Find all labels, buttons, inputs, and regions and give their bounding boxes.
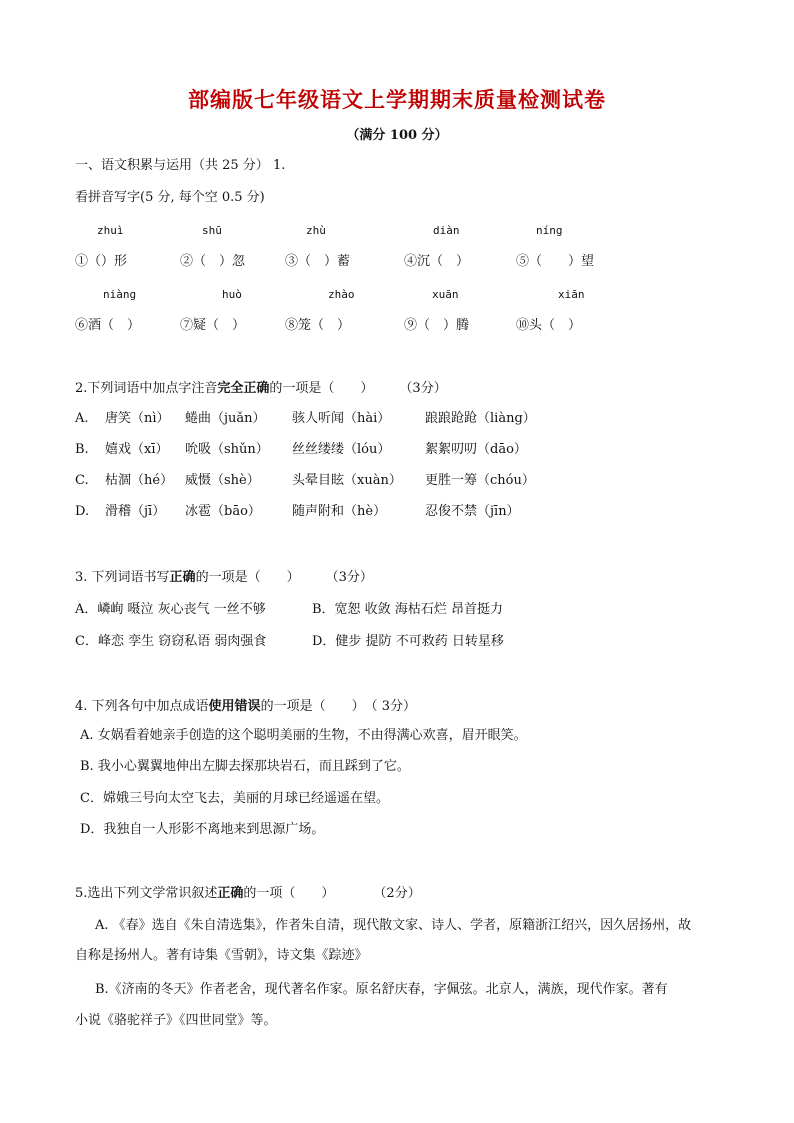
pinyin-5: níng xyxy=(536,224,563,237)
blank-7: ⑦疑（ ） xyxy=(180,318,246,333)
page-subtitle: （满分 100 分） xyxy=(346,128,448,143)
q5-option-a-line2: 自称是扬州人。著有诗集《雪朝》，诗文集《踪迹》 xyxy=(75,948,368,963)
q4-suffix: 的一项是（ ） （ 3分） xyxy=(260,699,416,714)
blank-9: ⑨（ ）腾 xyxy=(404,318,470,333)
q2-a-label: A. xyxy=(75,411,89,426)
q5-suffix: 的一项（ ） （2分） xyxy=(243,886,421,901)
q4-stem xyxy=(75,698,416,716)
blank-4: ④沉（ ） xyxy=(404,254,470,269)
blank-3: ③（ ）蓄 xyxy=(285,254,351,269)
q2-b-4: 絮絮叨叨（dāo） xyxy=(425,442,527,457)
q5-prefix: 5.选出下列文学常识叙述 xyxy=(75,886,218,901)
q2-a-3: 骇人听闻（hài） xyxy=(292,411,391,426)
q2-c-label: C. xyxy=(75,473,89,488)
q2-c-1: 枯涸（hé） xyxy=(105,473,174,488)
q2-suffix: 的一项是（ ） （3分） xyxy=(269,381,447,396)
q2-d-label: D. xyxy=(75,504,90,519)
pinyin-1: zhuì xyxy=(97,224,124,237)
q4-prefix: 4. 下列各句中加点成语 xyxy=(75,699,209,714)
blank-5: ⑤（ ）望 xyxy=(516,254,595,269)
q5-option-a-line1: A. 《春》选自《朱自清选集》，作者朱自清，现代散文家、诗人、学者，原籍浙江绍兴，因久居扬州，故 xyxy=(95,918,692,933)
q4-option-c: C．嫦娥三号向太空飞去，美丽的月球已经遥遥在望。 xyxy=(80,791,389,806)
q3-emphasis: 正确 xyxy=(169,570,196,585)
q2-d-3: 随声附和（hè） xyxy=(292,504,387,519)
q3-option-d: D．健步 提防 不可救药 日转星移 xyxy=(312,634,504,649)
q5-emphasis: 正确 xyxy=(217,886,244,901)
q2-emphasis: 完全正确 xyxy=(217,381,270,396)
q2-a-4: 踉踉跄跄（liàng） xyxy=(425,411,536,426)
section1-heading: 一、语文积累与运用（共 25 分） 1. xyxy=(75,158,286,173)
q2-d-1: 滑稽（jī） xyxy=(105,504,166,519)
q2-a-2: 蜷曲（juǎn） xyxy=(185,411,266,426)
page-title: 部编版七年级语文上学期期末质量检测试卷 xyxy=(188,88,606,112)
q2-b-1: 嬉戏（xī） xyxy=(105,442,169,457)
blank-1: ①（）形 xyxy=(75,254,128,269)
q4-emphasis: 使用错误 xyxy=(208,699,261,714)
q4-option-d: D．我独自一人形影不离地来到思源广场。 xyxy=(80,822,325,837)
q2-stem xyxy=(75,380,447,398)
q3-suffix: 的一项是（ ） （3分） xyxy=(195,570,373,585)
q2-b-label: B. xyxy=(75,442,89,457)
q5-option-b-line1: B.《济南的冬天》作者老舍，现代著名作家。原名舒庆春，字佩弦。北京人，满族，现代作家。著有 xyxy=(95,982,668,997)
blank-10: ⑩头（ ） xyxy=(516,318,582,333)
q4-option-a: A. 女娲看着她亲手创造的这个聪明美丽的生物，不由得满心欢喜，眉开眼笑。 xyxy=(80,728,527,743)
pinyin-9: xuān xyxy=(432,288,459,301)
pinyin-10: xiān xyxy=(558,288,585,301)
q3-stem xyxy=(75,569,373,587)
q2-c-2: 威慑（shè） xyxy=(185,473,260,488)
pinyin-6: niàng xyxy=(103,288,137,301)
pinyin-2: shū xyxy=(202,224,222,237)
q3-option-b: B．宽恕 收敛 海枯石烂 昂首挺力 xyxy=(312,602,503,617)
q2-d-4: 忍俊不禁（jīn） xyxy=(425,504,520,519)
q5-option-b-line2: 小说《骆驼祥子》《四世同堂》等。 xyxy=(75,1013,277,1028)
q3-option-a: A．嶙峋 嗫泣 灰心丧气 一丝不够 xyxy=(75,602,266,617)
section1-instruction: 看拼音写字(5 分, 每个空 0.5 分) xyxy=(75,190,265,205)
pinyin-3: zhù xyxy=(306,224,326,237)
q2-c-4: 更胜一筹（chóu） xyxy=(425,473,535,488)
q3-option-c: C．峰恋 孪生 窃窃私语 弱肉强食 xyxy=(75,634,267,649)
q5-stem xyxy=(75,885,421,903)
q2-prefix: 2.下列词语中加点字注音 xyxy=(75,381,218,396)
pinyin-7: huò xyxy=(222,288,242,301)
blank-6: ⑥酒（ ） xyxy=(75,318,141,333)
q2-a-1: 唐笑（nì） xyxy=(105,411,170,426)
q4-option-b: B. 我小心翼翼地伸出左脚去探那块岩石，而且踩到了它。 xyxy=(80,759,410,774)
pinyin-4: diàn xyxy=(433,224,460,237)
q2-b-3: 丝丝缕缕（lóu） xyxy=(292,442,391,457)
q2-b-2: 吮吸（shǔn） xyxy=(185,442,269,457)
q2-c-3: 头晕目眩（xuàn） xyxy=(292,473,402,488)
q3-prefix: 3. 下列词语书写 xyxy=(75,570,170,585)
q2-d-2: 冰雹（bāo） xyxy=(185,504,261,519)
blank-2: ②（ ）忽 xyxy=(180,254,246,269)
pinyin-8: zhào xyxy=(328,288,355,301)
blank-8: ⑧笼（ ） xyxy=(285,318,351,333)
